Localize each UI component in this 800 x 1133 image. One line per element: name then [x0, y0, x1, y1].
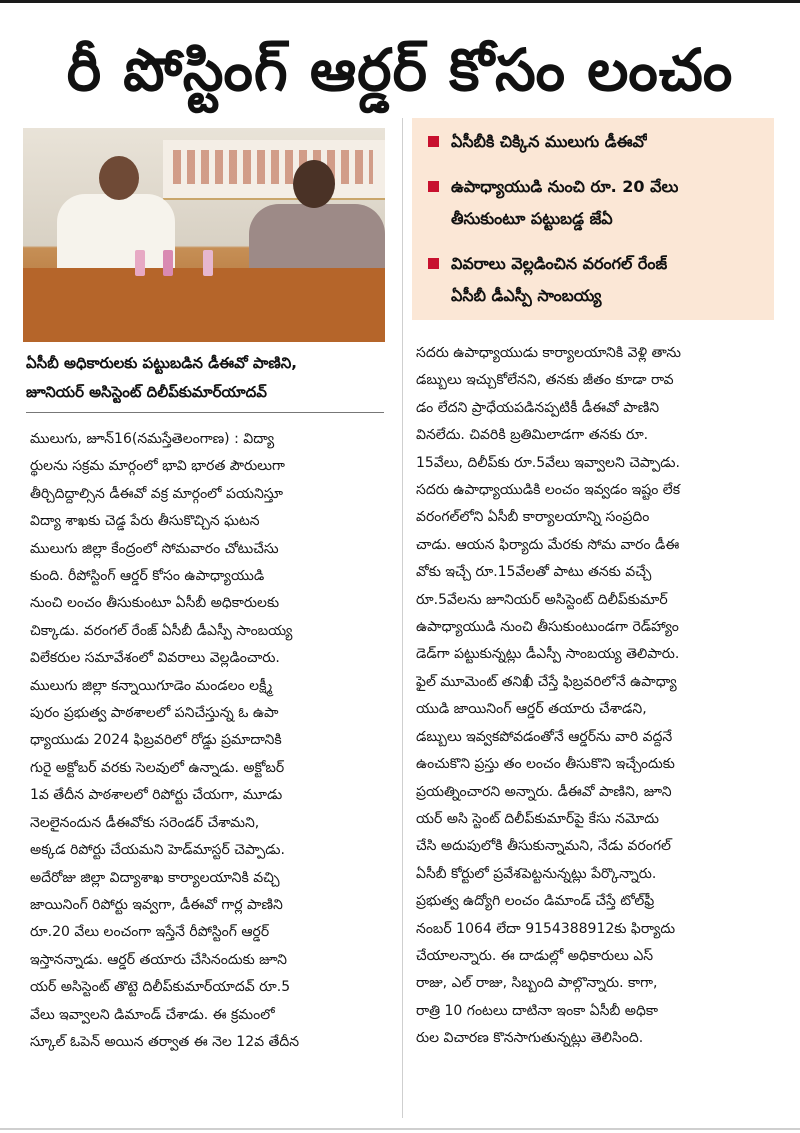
article-body-right [416, 340, 778, 1053]
article-line: ర్థులను సక్రమ మార్గంలో భావి భారత పౌరులుగా [30, 458, 285, 475]
article-line: 15వేలు, దిలీప్‌కు రూ.5వేలు ఇవ్వాలని చెప్పాడు. [416, 454, 680, 471]
article-line: జాయినింగ్ రిపోర్టు ఇవ్వగా, డీఈవో గార్ల పాణిని [30, 896, 283, 913]
bottom-rule [0, 1128, 800, 1130]
highlight-item: ఉపాధ్యాయుడి నుంచి రూ. 20 వేలు తీసుకుంటూ పట్టుబడ్డ జేఏ [428, 171, 764, 235]
article-line: డబ్బులు ఇచ్చుకోలేనని, తనకు జీతం కూడా రావ [416, 372, 674, 389]
article-line: రూ.20 వేలు లంచంగా ఇస్తేనే రీపోస్టింగ్ ఆర్డర్ [30, 924, 270, 941]
article-body-left [30, 426, 386, 1056]
highlight-item: వివరాలు వెల్లడించిన వరంగల్ రేంజ్ ఏసీబీ డీఎస్పీ సాంబయ్య [428, 248, 764, 312]
article-line: నుంచి లంచం తీసుకుంటూ ఏసీబీ అధికారులకు [30, 595, 280, 612]
article-line: ప్రభుత్వ ఉద్యోగి లంచం డిమాండ్ చేస్తే టోల్‌ఫ్రీ [416, 893, 655, 910]
article-line: ఉంచుకొని ప్రస్తు తం లంచం తీసుకొని ఇచ్చేందుకు [416, 756, 675, 773]
article-line: నెలలైనందున డీఈవోకు సరెండర్ చేశామని, [30, 814, 260, 831]
article-line: సదరు ఉపాధ్యాయుడు కార్యాలయానికి వెళ్లి తాను [416, 345, 682, 361]
article-line: అక్కడ రిపోర్టు చేయమని హెడ్‌మాస్టర్ చెప్పాడు. [30, 842, 285, 859]
article-line: ధ్యాయుడు 2024 ఫిబ్రవరిలో రోడ్డు ప్రమాదానికి [30, 732, 282, 749]
article-line: సదరు ఉపాధ్యాయుడికి లంచం ఇవ్వడం ఇష్టం లేక [416, 482, 681, 499]
highlights-box [412, 118, 774, 320]
article-line: పురం ప్రభుత్వ పాఠశాలలో పనిచేస్తున్న ఓ ఉపా [30, 705, 279, 722]
top-rule [0, 0, 800, 3]
article-line: ఉపాధ్యాయుడి నుంచి తీసుకుంటుండగా రెడ్‌హ్యాం [416, 619, 679, 636]
article-line: యర్ అసిస్టెంట్ తొట్టె దిలీప్‌కుమార్‌యాదవ్ రూ.5 [30, 979, 291, 996]
article-line: డెడ్‌గా పట్టుకున్నట్లు డీఎస్పీ సాంబయ్య తెలిపారు. [416, 646, 680, 663]
news-photo [23, 128, 385, 342]
article-line: రాత్రి 10 గంటలు దాటినా ఇంకా ఏసీబీ అధికా [416, 1002, 659, 1019]
article-line: ఫైల్ మూమెంట్ తనిఖీ చేస్తే ఫిబ్రవరిలోనే ఉపాధ్యా [416, 673, 677, 690]
article-line: ములుగు జిల్లా కన్నాయిగూడెం మండలం లక్ష్మీ [30, 677, 273, 694]
article-line: నంబర్ 1064 లేదా 9154388912కు ఫిర్యాదు [416, 920, 676, 937]
photo-table [23, 268, 385, 342]
article-line: చేసి అదుపులోకి తీసుకున్నామని, నేడు వరంగల్ [416, 838, 671, 855]
article-line: స్కూల్ ఓపెన్ అయిన తర్వాత ఈ నెల 12వ తేదీన [30, 1033, 300, 1050]
article-line: 1వ తేదీన పాఠశాలలో రిపోర్టు చేయగా, మూడు [30, 787, 283, 804]
article-line: వరంగల్‌లోని ఏసీబీ కార్యాలయాన్ని సంప్రదిం [416, 509, 650, 526]
article-line: చేయాలన్నారు. ఈ దాడుల్లో అధికారులు ఎస్ [416, 947, 654, 964]
square-bullet-icon [428, 136, 439, 147]
article-line: వినలేదు. చివరికి బ్రతిమిలాడగా తనకు రూ. [416, 427, 649, 444]
photo-caption [26, 349, 384, 409]
article-line: గురై అక్టోబర్ వరకు సెలవులో ఉన్నాడు. అక్టోబర్ [30, 759, 285, 776]
column-divider [402, 118, 403, 1118]
article-line: ములుగు, జూన్16(నమస్తేతెలంగాణ) : విద్యా [30, 431, 275, 447]
square-bullet-icon [428, 258, 439, 269]
article-line: ములుగు జిల్లా కేంద్రంలో సోమవారం చోటుచేసు [30, 540, 279, 557]
article-line: తీర్చిదిద్దాల్సిన డీఈవో వక్ర మార్గంలో పయనిస్తూ [30, 485, 283, 502]
article-line: చిక్కాడు. వరంగల్ రేంజ్ ఏసీబీ డీఎస్పీ సాంబయ్య [30, 622, 293, 639]
article-line: విలేకరుల సమావేశంలో వివరాలు వెల్లడించారు. [30, 650, 280, 667]
article-line: ఇస్తానన్నాడు. ఆర్డర్ తయారు చేసినందుకు జూని [30, 951, 287, 968]
article-line: కుంది. రీపోస్టింగ్ ఆర్డర్ కోసం ఉపాధ్యాయుడి [30, 568, 265, 585]
caption-line: జూనియర్ అసిస్టెంట్ దిలీప్‌కుమార్‌యాదవ్ [26, 383, 267, 401]
highlight-item: ఏసీబీకి చిక్కిన ములుగు డీఈవో [428, 126, 764, 158]
article-line: రుల విచారణ కొనసాగుతున్నట్లు తెలిసింది. [416, 1030, 644, 1047]
photo-banner [163, 140, 385, 200]
caption-line: ఏసీబీ అధికారులకు పట్టుబడిన డీఈవో పాణిని, [26, 354, 297, 372]
article-line: వేలు ఇవ్వాలని డిమాండ్ చేశాడు. ఈ క్రమంలో [30, 1006, 275, 1023]
caption-divider [26, 412, 384, 413]
article-line: అదేరోజు జిల్లా విద్యాశాఖ కార్యాలయానికి వచ్చి [30, 869, 280, 886]
article-line: యర్ అసి స్టెంట్ దిలీప్‌కుమార్‌పై కేసు నమోదు [416, 810, 659, 827]
article-line: రూ.5వేలను జూనియర్ అసిస్టెంట్ దిలీప్‌కుమార్ [416, 591, 668, 608]
square-bullet-icon [428, 181, 439, 192]
article-line: ప్రయత్నించారని అన్నారు. డీఈవో పాణిని, జూని [416, 783, 672, 800]
article-line: వోకు ఇచ్చే రూ.15వేలతో పాటు తనకు వచ్చే [416, 564, 652, 581]
article-line: ఏసీబీ కోర్టులో ప్రవేశపెట్టనున్నట్లు పేర్కొన్నారు. [416, 865, 657, 882]
article-line: యుడి జాయినింగ్ ఆర్డర్ తయారు చేశాడని, [416, 701, 647, 718]
article-line: డం లేదని ప్రాధేయపడినప్పటికీ డీఈవో పాణిని [416, 399, 660, 416]
article-line: విద్యా శాఖకు చెడ్డ పేరు తీసుకొచ్చిన ఘటన [30, 513, 260, 530]
headline: రీ పోస్టింగ్ ఆర్డర్ కోసం లంచం [66, 36, 734, 104]
article-line: చాడు. ఆయన ఫిర్యాదు మేరకు సోమ వారం డీఈ [416, 536, 680, 553]
article-line: రాజు, ఎల్ రాజు, సిబ్బంది పాల్గొన్నారు. కాగా, [416, 975, 658, 992]
article-line: డబ్బులు ఇవ్వకపోవడంతోనే ఆర్డర్‌ను వారి వద్దనే [416, 728, 673, 745]
